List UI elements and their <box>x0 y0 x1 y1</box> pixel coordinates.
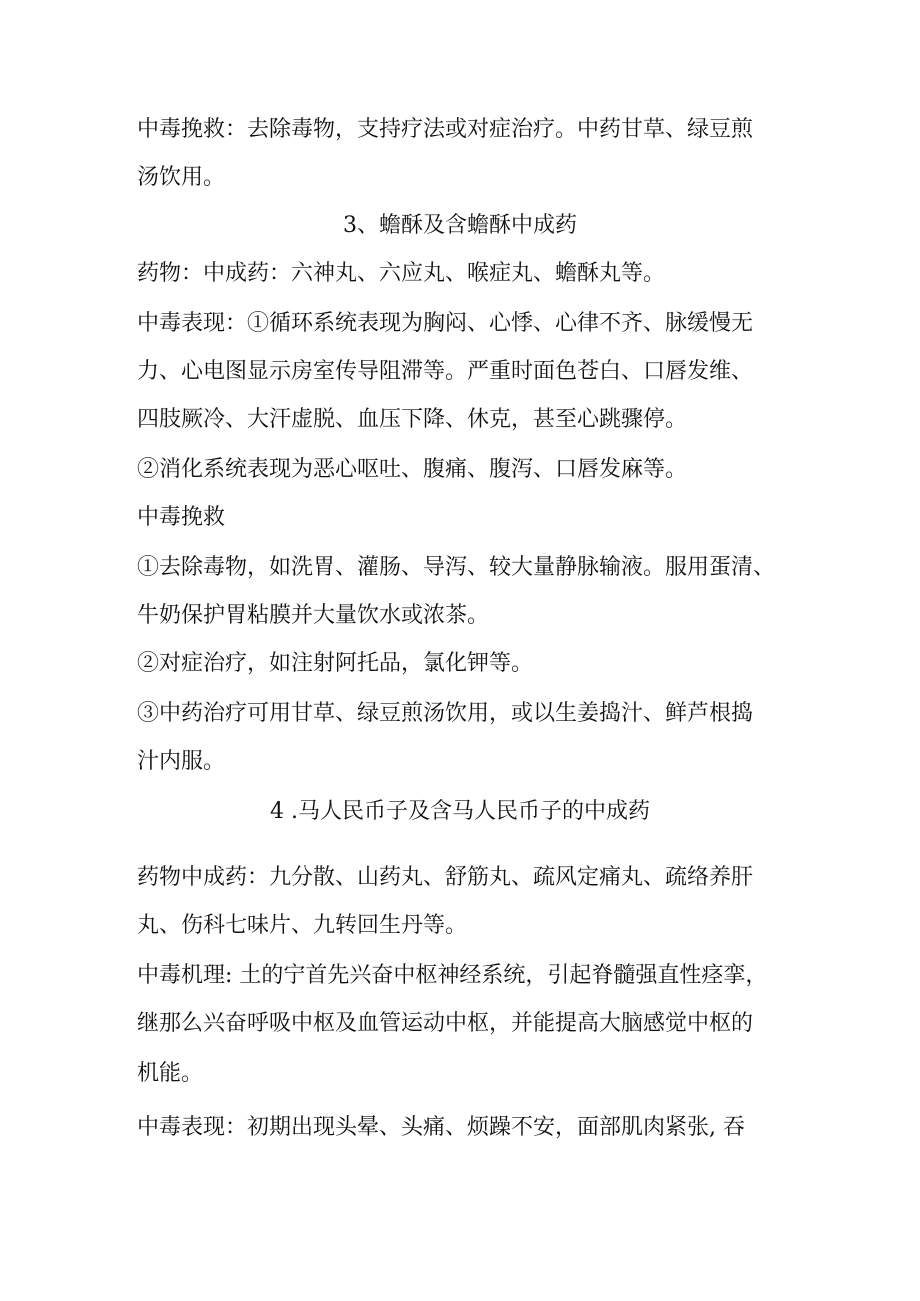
text-line: ①去除毒物，如洗胃、灌肠、导泻、较大量静脉输液。服用蛋清、 <box>137 555 776 580</box>
text-line: 四肢厥冷、大汗虚脱、血压下降、休克，甚至心跳骤停。 <box>137 407 688 432</box>
text-line: ③中药治疗可用甘草、绿豆煎汤饮用，或以生姜捣汁、鲜芦根捣 <box>137 701 754 726</box>
text-line: 中毒挽救 <box>137 505 226 530</box>
text-line: 药物：中成药：六神丸、六应丸、喉症丸、蟾酥丸等。 <box>137 261 666 286</box>
text-line: ②消化系统表现为恶心呕吐、腹痛、腹泻、口唇发麻等。 <box>137 457 688 482</box>
text-line: 中毒表现：初期出现头晕、头痛、烦躁不安，面部肌肉紧张, 吞 <box>137 1115 745 1140</box>
text-line: 汁内服。 <box>137 749 226 774</box>
text-line: 药物中成药：九分散、山药丸、舒筋丸、疏风定痛丸、疏络养肝 <box>137 865 754 890</box>
text-line: 力、心电图显示房室传导阻滞等。严重时面色苍白、口唇发维、 <box>137 359 754 384</box>
text-line: 继那么兴奋呼吸中枢及血管运动中枢，并能提高大脑感觉中枢的 <box>137 1011 754 1036</box>
text-line: 丸、伤科七味片、九转回生丹等。 <box>137 913 468 938</box>
text-line: 中毒挽救：去除毒物，支持疗法或对症治疗。中药甘草、绿豆煎 <box>137 117 754 142</box>
section-heading: 4 .马人民币子及含马人民币子的中成药 <box>270 799 650 824</box>
text-line: ②对症治疗，如注射阿托品，氯化钾等。 <box>137 651 534 676</box>
text-line: 牛奶保护胃粘膜并大量饮水或浓茶。 <box>137 603 490 628</box>
text-line: 中毒表现：①循环系统表现为胸闷、心悸、心律不齐、脉缓慢无 <box>137 311 754 336</box>
text-line: 机能。 <box>137 1061 204 1086</box>
text-line: 汤饮用。 <box>137 165 226 190</box>
section-heading: 3、蟾酥及含蟾酥中成药 <box>343 213 577 238</box>
text-line: 中毒机理: 土的宁首先兴奋中枢神经系统，引起脊髓强直性痉挛， <box>137 963 768 988</box>
